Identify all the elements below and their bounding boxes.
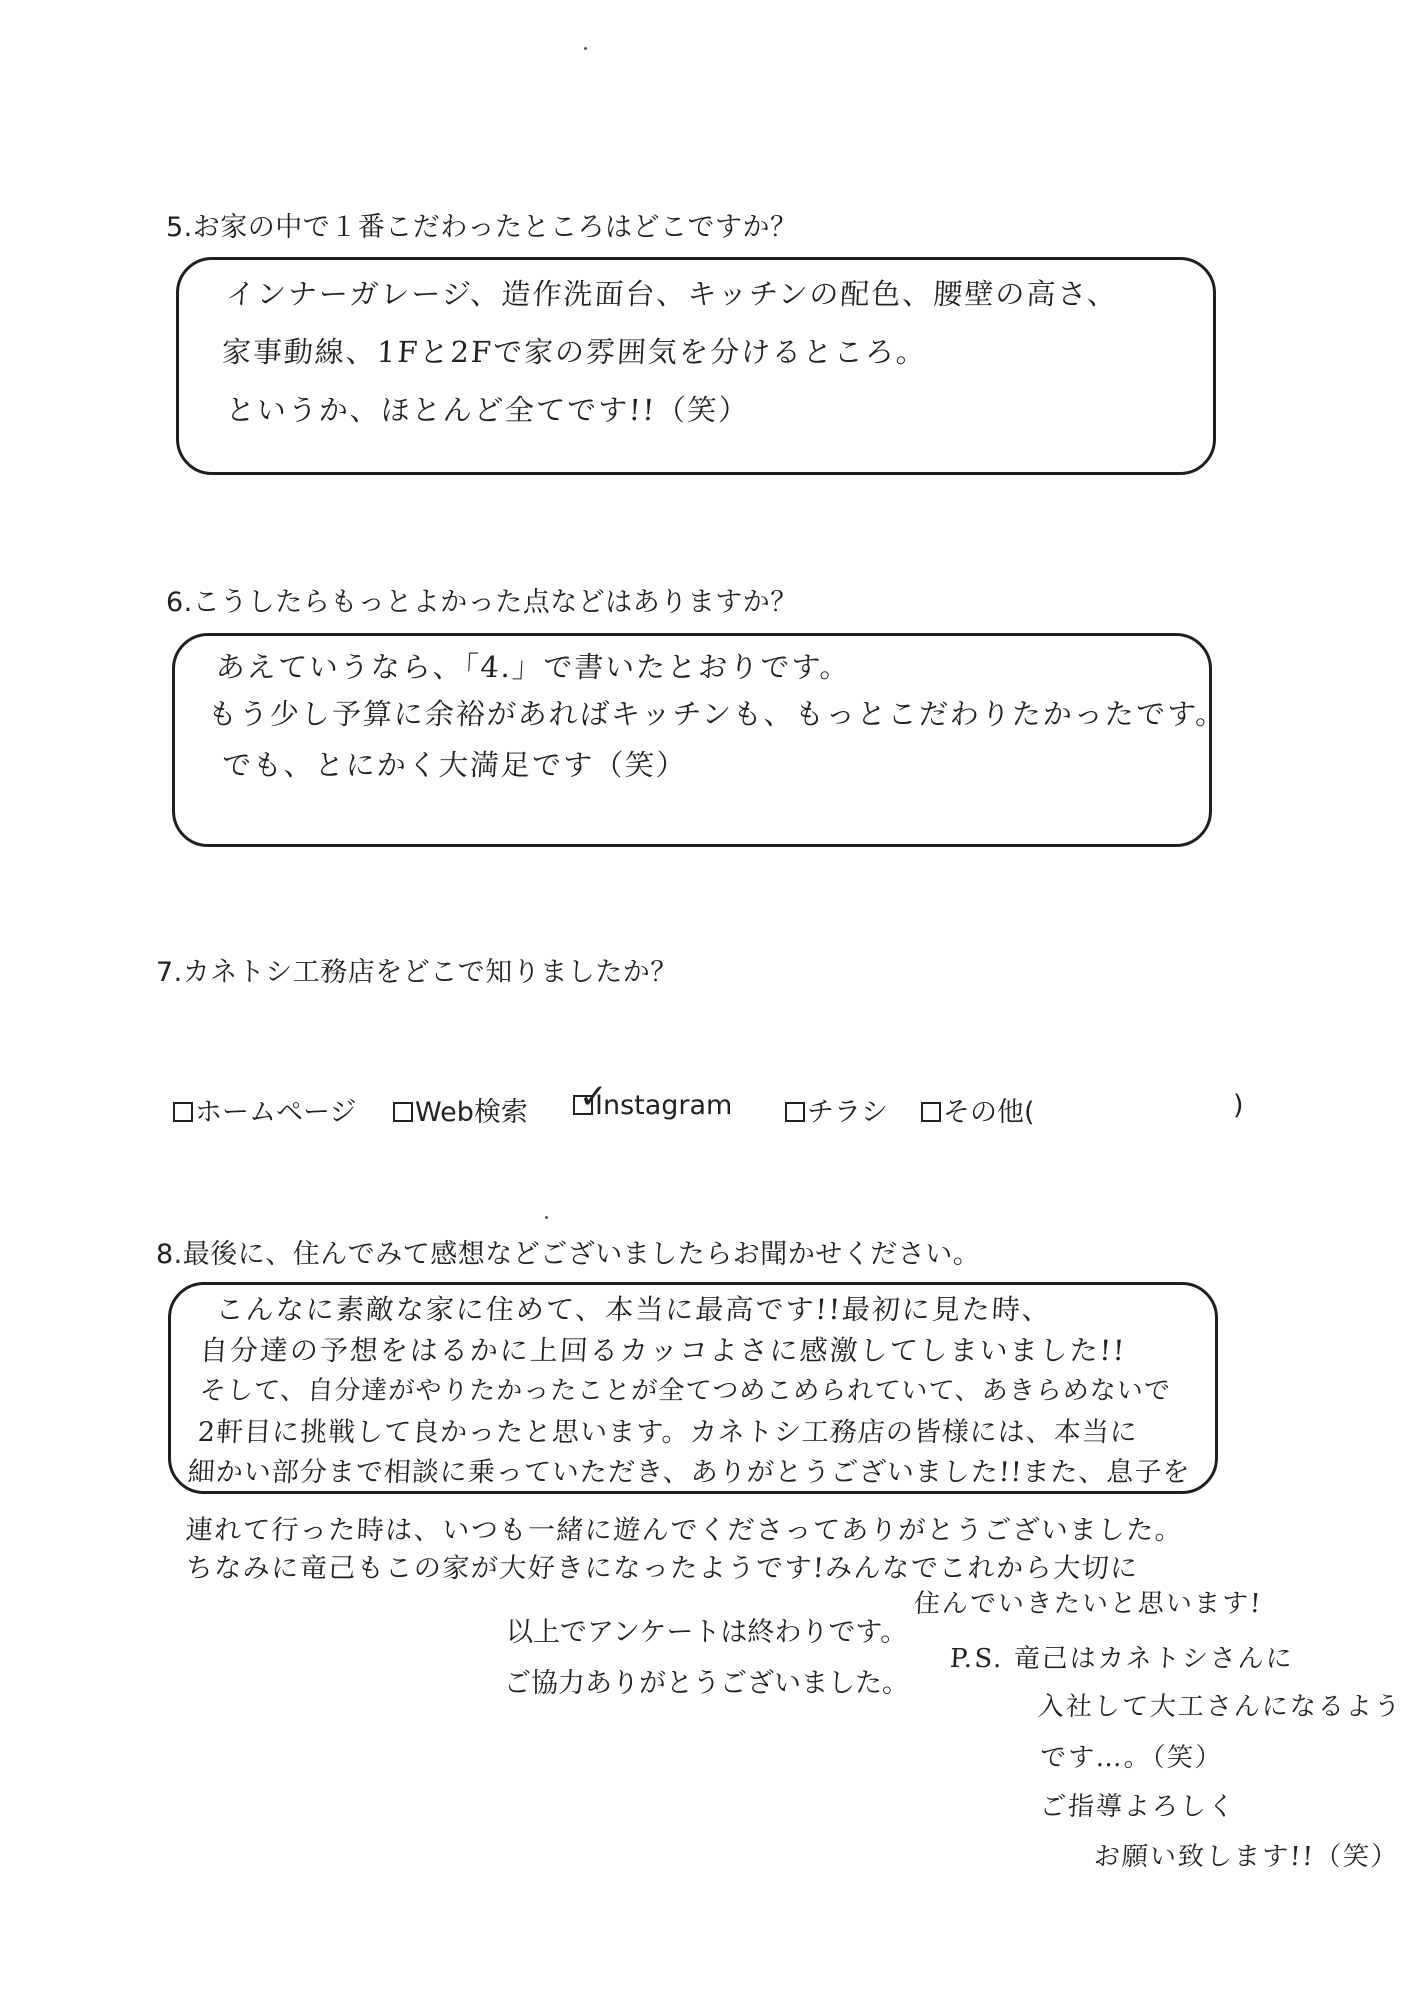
postscript-line: P.S. 竜己はカネトシさんに xyxy=(949,1644,1295,1674)
answer-5-line: というか、ほとんど全てです!!（笑） xyxy=(225,393,751,427)
postscript-line: です…。（笑） xyxy=(1039,1743,1224,1773)
question-7: 7.カネトシ工務店をどこで知りましたか？ xyxy=(156,957,678,988)
option-label: チラシ xyxy=(807,1097,888,1128)
checkbox-flyer[interactable] xyxy=(785,1102,805,1122)
option-other[interactable] xyxy=(921,1090,1035,1129)
option-flyer[interactable] xyxy=(785,1090,888,1129)
option-other-close: ) xyxy=(1233,1090,1244,1121)
answer-8-line: 連れて行った時は、いつも一緒に遊んでくださってありがとうございました。 xyxy=(185,1515,1185,1546)
postscript-line: 入社して大工さんになるよう xyxy=(1037,1692,1403,1722)
option-web-search[interactable] xyxy=(393,1090,528,1129)
checkbox-instagram[interactable] xyxy=(573,1077,608,1117)
checkbox-homepage[interactable] xyxy=(173,1102,193,1122)
option-label: その他( xyxy=(943,1097,1035,1128)
question-6: 6.こうしたらもっとよかった点などはありますか？ xyxy=(166,587,798,618)
check-mark-icon: ✓ xyxy=(579,1077,608,1117)
option-label: Web検索 xyxy=(415,1097,528,1128)
answer-8-line: そして、自分達がやりたかったことが全てつめこめられていて、あきらめないで xyxy=(199,1376,1172,1406)
answer-6-line: もう少し予算に余裕があればキッチンも、もっとこだわりたかったです。 xyxy=(207,697,1228,731)
scan-dot xyxy=(584,47,587,50)
answer-8-line: 住んでいきたいと思います! xyxy=(913,1589,1264,1619)
question-5: 5.お家の中で１番こだわったところはどこですか？ xyxy=(166,212,798,243)
option-homepage[interactable] xyxy=(173,1090,356,1129)
answer-8-line: 自分達の予想をはるかに上回るカッコよさに感激してしまいました!! xyxy=(199,1334,1128,1367)
postscript-line: お願い致します!!（笑） xyxy=(1093,1842,1400,1872)
option-instagram[interactable] xyxy=(573,1077,733,1121)
closing-line-2: ご協力ありがとうございました。 xyxy=(504,1668,909,1699)
option-label: ホームページ xyxy=(195,1097,357,1128)
answer-5-line: 家事動線、1Fと2Fで家の雰囲気を分けるところ。 xyxy=(221,335,928,369)
answer-6-line: あえていうなら、「4.」で書いたとおりです。 xyxy=(215,650,852,684)
closing-line-1: 以上でアンケートは終わりです。 xyxy=(506,1617,908,1648)
question-8: 8.最後に、住んでみて感想などございましたらお聞かせください。 xyxy=(156,1239,981,1270)
checkbox-web-search[interactable] xyxy=(393,1102,413,1122)
answer-8-line: 細かい部分まで相談に乗っていただき、ありがとうございました!!また、息子を xyxy=(187,1457,1192,1488)
answer-8-line: こんなに素敵な家に住めて、本当に最高です!!最初に見た時、 xyxy=(215,1293,1053,1326)
answer-8-line: 2軒目に挑戦して良かったと思います。カネトシ工務店の皆様には、本当に xyxy=(197,1417,1139,1448)
postscript-line: ご指導よろしく xyxy=(1039,1792,1237,1822)
scan-dot xyxy=(545,1216,548,1219)
answer-6-line: でも、とにかく大満足です（笑） xyxy=(221,748,688,782)
answer-5-line: インナーガレージ、造作洗面台、キッチンの配色、腰壁の高さ、 xyxy=(225,277,1120,311)
answer-8-line: ちなみに竜己もこの家が大好きになったようです!みんなでこれから大切に xyxy=(185,1553,1140,1584)
option-label: Instagram xyxy=(595,1090,733,1121)
checkbox-other[interactable] xyxy=(921,1102,941,1122)
